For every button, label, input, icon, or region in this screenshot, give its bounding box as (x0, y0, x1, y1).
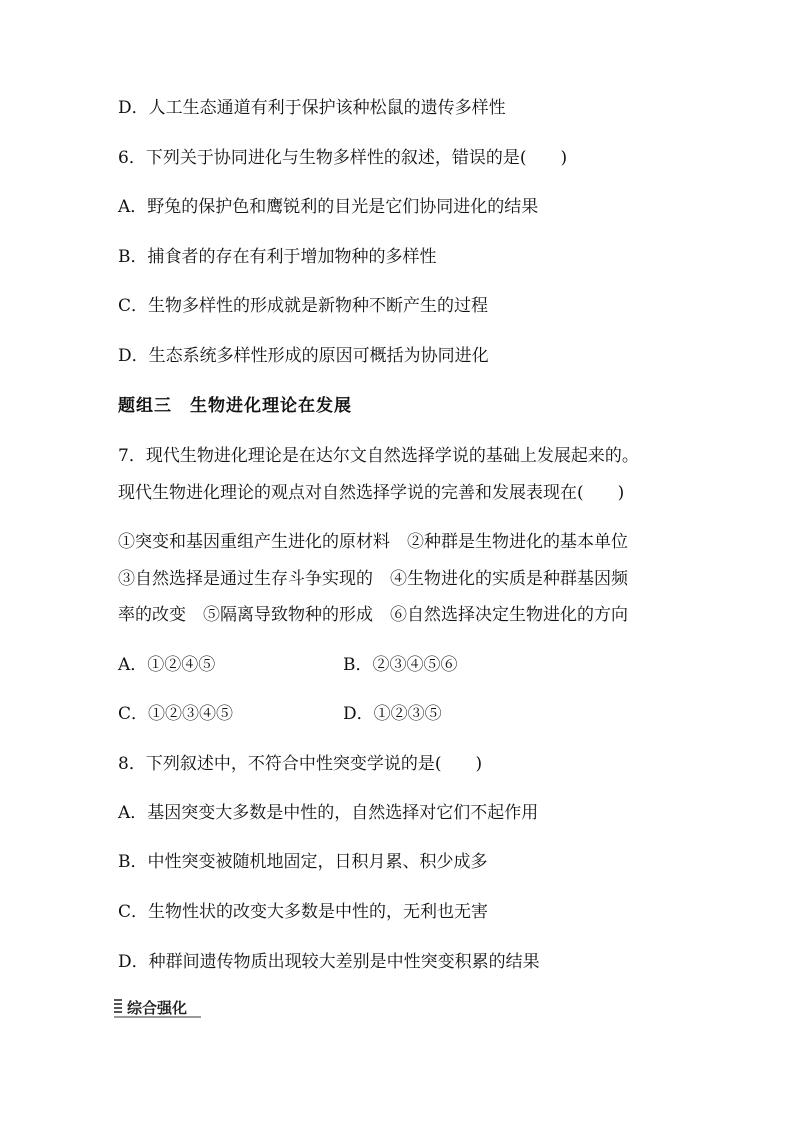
q8-option-c: C．生物性状的改变大多数是中性的，无利也无害 (118, 902, 489, 922)
q8-option-d: D．种群间遗传物质出现较大差别是中性突变积累的结果 (118, 952, 540, 972)
section-underline (114, 1016, 201, 1018)
q7-statements-line1: ①突变和基因重组产生进化的原材料 ②种群是生物进化的基本单位 (118, 532, 628, 552)
q8-stem: 8．下列叙述中，不符合中性突变学说的是( ) (118, 754, 483, 774)
q6-option-d: D．生态系统多样性形成的原因可概括为协同进化 (118, 346, 489, 366)
q7-statements-line2: ③自然选择是通过生存斗争实现的 ④生物进化的实质是种群基因频 (118, 569, 628, 589)
q6-stem: 6．下列关于协同进化与生物多样性的叙述，错误的是( ) (118, 148, 568, 168)
q7-stem-line2: 现代生物进化理论的观点对自然选择学说的完善和发展表现在( ) (118, 483, 625, 503)
q5-option-d: D．人工生态通道有利于保护该种松鼠的遗传多样性 (118, 98, 506, 118)
q7-option-d: D．①②③⑤ (343, 704, 442, 724)
q7-statements-line3: 率的改变 ⑤隔离导致物种的形成 ⑥自然选择决定生物进化的方向 (118, 605, 628, 625)
q7-option-c: C．①②③④⑤ (118, 704, 234, 724)
q6-option-b: B．捕食者的存在有利于增加物种的多样性 (118, 247, 437, 267)
q8-option-a: A．基因突变大多数是中性的，自然选择对它们不起作用 (118, 803, 539, 823)
section-title: 综合强化 (127, 998, 188, 1017)
section-header (114, 996, 187, 1018)
q7-stem-line1: 7．现代生物进化理论是在达尔文自然选择学说的基础上发展起来的。 (118, 446, 639, 466)
q7-option-b: B．②③④⑤⑥ (343, 655, 458, 675)
group3-heading: 题组三 生物进化理论在发展 (118, 396, 352, 416)
q6-option-c: C．生物多样性的形成就是新物种不断产生的过程 (118, 296, 489, 316)
q7-option-a: A．①②④⑤ (118, 655, 216, 675)
q6-option-a: A．野兔的保护色和鹰锐利的目光是它们协同进化的结果 (118, 197, 539, 217)
section-marker-icon (114, 999, 122, 1015)
q8-option-b: B．中性突变被随机地固定，日积月累、积少成多 (118, 852, 488, 872)
